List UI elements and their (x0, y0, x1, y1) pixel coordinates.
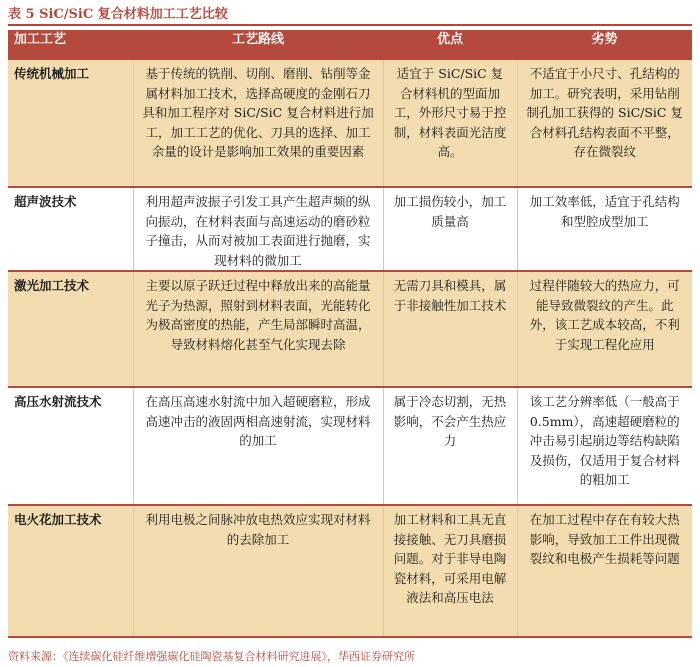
header-route: 工艺路线 (133, 30, 383, 60)
table-row (8, 271, 692, 387)
table-row (8, 187, 692, 271)
process-cons: 不适宜于小尺寸、孔结构的加工。研究表明，采用钻削制孔加工获得的 SiC/SiC 复合材料孔结构表面不平整，存在微裂纹 (517, 60, 692, 187)
process-route: 利用电极之间脉冲放电热效应实现对材料的去除加工 (133, 505, 383, 637)
process-name: 超声波技术 (8, 187, 133, 271)
process-route: 基于传统的铣削、切削、磨削、钻削等金属材料加工技术，选择高硬度的金刚石刀具和加工程序对 SiC/SiC 复合材料进行加工，加工工艺的优化、刀具的选择、加工余量的设计是影响加工效果的重要因素 (133, 60, 383, 187)
table-row (8, 60, 692, 187)
process-pros: 无需刀具和模具，属于非接触性加工技术 (383, 271, 517, 387)
table-row (8, 505, 692, 637)
table-header-row (8, 30, 692, 60)
process-pros: 加工材料和工具无直接接触、无刀具磨损问题。对于非导电陶瓷材料，可采用电解液法和高压电法 (383, 505, 517, 637)
caption-divider (8, 24, 692, 26)
process-name: 电火花加工技术 (8, 505, 133, 637)
process-route: 利用超声波振子引发工具产生超声频的纵向振动，在材料表面与高速运动的磨砂粒子撞击，从而对被加工表面进行抛磨，实现材料的微加工 (133, 187, 383, 271)
process-route: 在高压高速水射流中加入超硬磨粒，形成高速冲击的液固两相高速射流，实现材料的加工 (133, 387, 383, 505)
process-pros: 加工损伤较小，加工质量高 (383, 187, 517, 271)
process-cons: 在加工过程中存在有较大热影响，导致加工工件出现微裂纹和电极产生损耗等问题 (517, 505, 692, 637)
table-caption: 表 5 SiC/SiC 复合材料加工工艺比较 (8, 7, 228, 22)
process-route: 主要以原子跃迁过程中释放出来的高能量光子为热源，照射到材料表面，光能转化为极高密度的热能，产生局部瞬时高温，导致材料熔化甚至气化实现去除 (133, 271, 383, 387)
process-cons: 加工效率低，适宜于孔结构和型腔成型加工 (517, 187, 692, 271)
process-name: 高压水射流技术 (8, 387, 133, 505)
header-pros: 优点 (383, 30, 517, 60)
process-name: 激光加工技术 (8, 271, 133, 387)
process-pros: 适宜于 SiC/SiC 复合材料机的型面加工，外形尺寸易于控制，材料表面光洁度高。 (383, 60, 517, 187)
source-note: 资料来源：《连续碳化硅纤维增强碳化硅陶瓷基复合材料研究进展》，华西证券研究所 (8, 650, 415, 663)
process-pros: 属于冷态切割，无热影响，不会产生热应力 (383, 387, 517, 505)
process-comparison-table (8, 30, 692, 638)
header-cons: 劣势 (517, 30, 692, 60)
process-cons: 过程伴随较大的热应力，可能导致微裂纹的产生。此外，该工艺成本较高，不利于实现工程化应用 (517, 271, 692, 387)
table-row (8, 387, 692, 505)
process-cons: 该工艺分辨率低（一般高于 0.5mm），高速超硬磨粒的冲击易引起崩边等结构缺陷及损伤，仅适用于复合材料的粗加工 (517, 387, 692, 505)
process-name: 传统机械加工 (8, 60, 133, 187)
header-process: 加工工艺 (8, 30, 133, 60)
